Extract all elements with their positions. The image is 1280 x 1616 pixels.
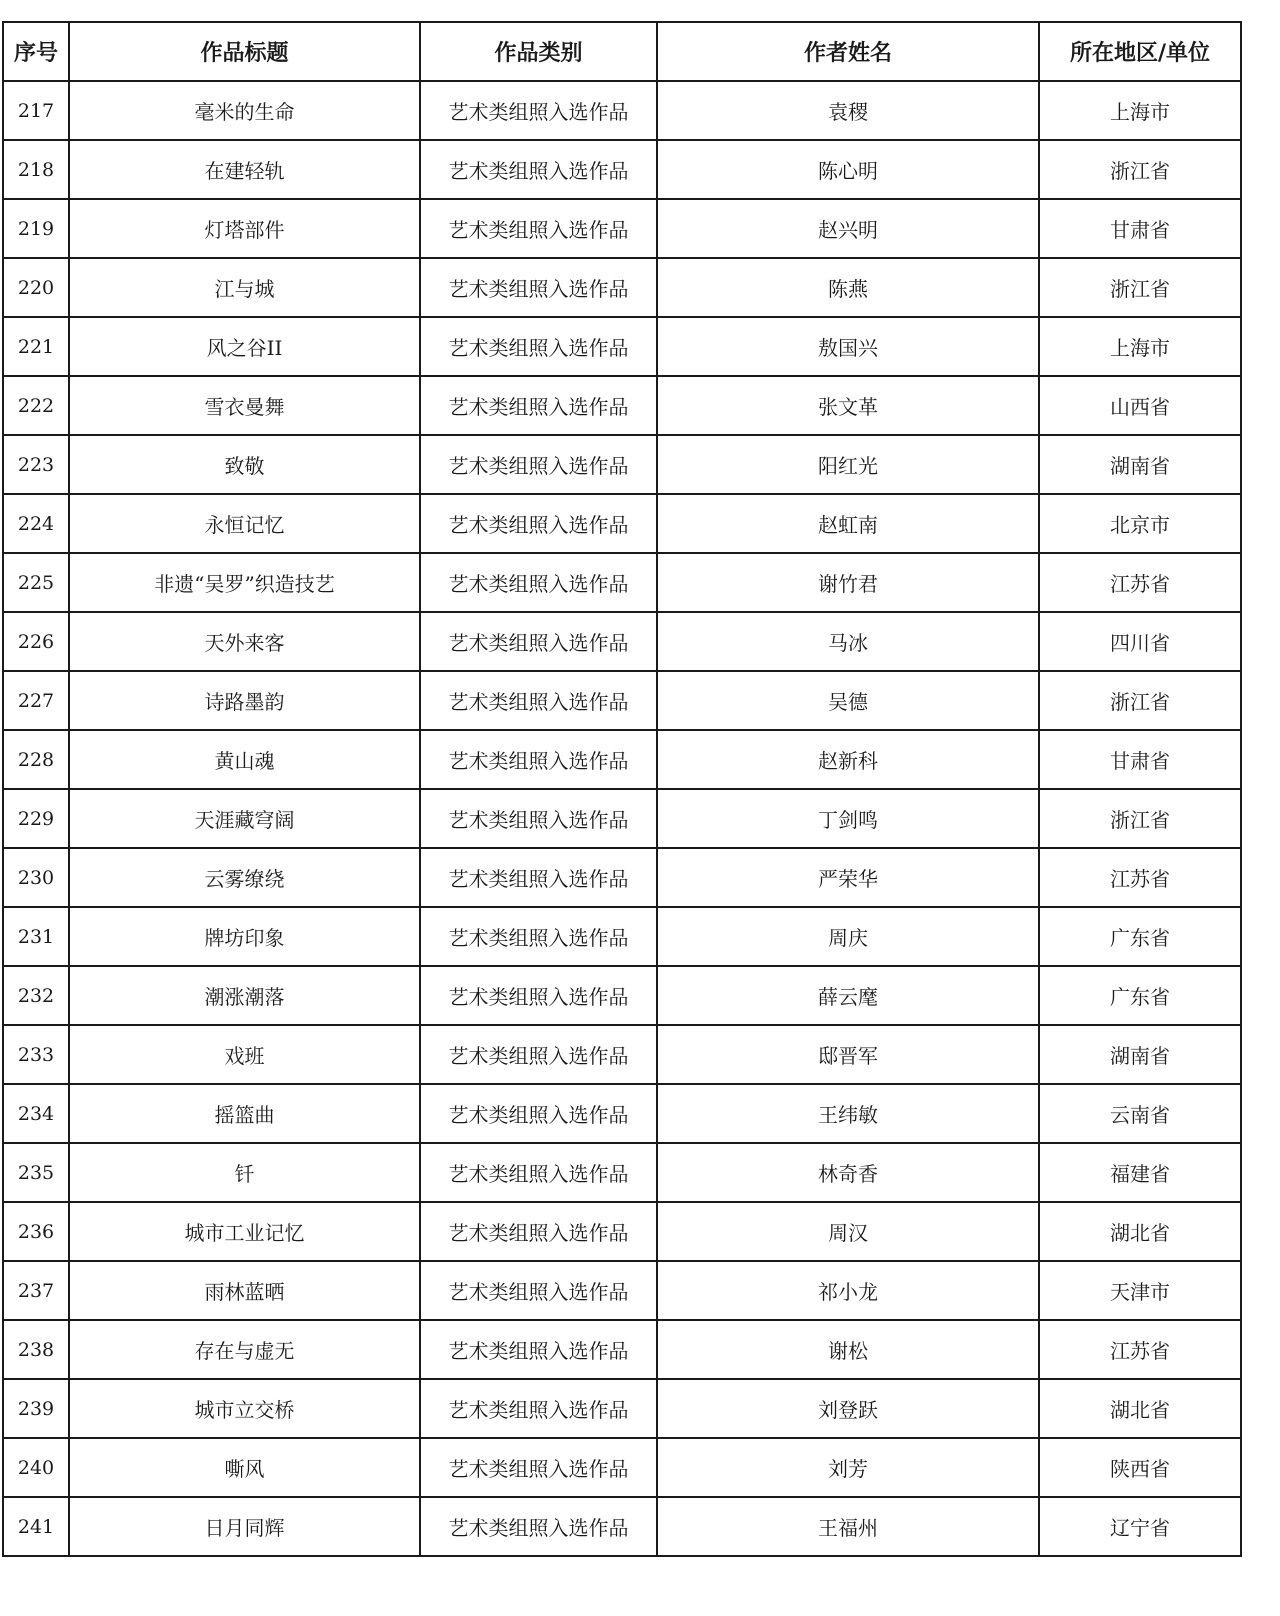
category-cell: 艺术类组照入选作品 <box>420 1143 657 1202</box>
region-cell: 浙江省 <box>1039 140 1241 199</box>
author-cell: 陈燕 <box>657 258 1039 317</box>
author-cell: 祁小龙 <box>657 1261 1039 1320</box>
serial-cell: 231 <box>3 907 69 966</box>
title-cell: 天涯藏穹阔 <box>69 789 420 848</box>
title-cell: 在建轻轨 <box>69 140 420 199</box>
region-cell: 甘肃省 <box>1039 730 1241 789</box>
category-cell: 艺术类组照入选作品 <box>420 258 657 317</box>
region-cell: 云南省 <box>1039 1084 1241 1143</box>
category-cell: 艺术类组照入选作品 <box>420 1438 657 1497</box>
author-cell: 邸晋军 <box>657 1025 1039 1084</box>
table-row <box>3 1025 1241 1084</box>
serial-cell: 227 <box>3 671 69 730</box>
serial-cell: 237 <box>3 1261 69 1320</box>
serial-cell: 241 <box>3 1497 69 1556</box>
region-cell: 山西省 <box>1039 376 1241 435</box>
table-row <box>3 1438 1241 1497</box>
region-cell: 陕西省 <box>1039 1438 1241 1497</box>
author-cell: 王福州 <box>657 1497 1039 1556</box>
category-cell: 艺术类组照入选作品 <box>420 730 657 789</box>
title-cell: 戏班 <box>69 1025 420 1084</box>
category-cell: 艺术类组照入选作品 <box>420 848 657 907</box>
author-cell: 谢竹君 <box>657 553 1039 612</box>
author-cell: 敖国兴 <box>657 317 1039 376</box>
author-cell: 刘登跃 <box>657 1379 1039 1438</box>
table-row <box>3 1379 1241 1438</box>
category-cell: 艺术类组照入选作品 <box>420 966 657 1025</box>
region-cell: 广东省 <box>1039 907 1241 966</box>
header-serial: 序号 <box>3 22 69 81</box>
serial-cell: 229 <box>3 789 69 848</box>
table-row <box>3 730 1241 789</box>
author-cell: 袁稷 <box>657 81 1039 140</box>
title-cell: 雪衣曼舞 <box>69 376 420 435</box>
header-title: 作品标题 <box>69 22 420 81</box>
title-cell: 非遗“吴罗”织造技艺 <box>69 553 420 612</box>
title-cell: 摇篮曲 <box>69 1084 420 1143</box>
table-row <box>3 1497 1241 1556</box>
region-cell: 广东省 <box>1039 966 1241 1025</box>
table-row <box>3 317 1241 376</box>
serial-cell: 225 <box>3 553 69 612</box>
table-row <box>3 671 1241 730</box>
serial-cell: 236 <box>3 1202 69 1261</box>
title-cell: 潮涨潮落 <box>69 966 420 1025</box>
title-cell: 天外来客 <box>69 612 420 671</box>
category-cell: 艺术类组照入选作品 <box>420 1497 657 1556</box>
category-cell: 艺术类组照入选作品 <box>420 1261 657 1320</box>
serial-cell: 220 <box>3 258 69 317</box>
region-cell: 湖北省 <box>1039 1379 1241 1438</box>
title-cell: 云雾缭绕 <box>69 848 420 907</box>
serial-cell: 228 <box>3 730 69 789</box>
table-row <box>3 612 1241 671</box>
table-row <box>3 789 1241 848</box>
title-cell: 城市立交桥 <box>69 1379 420 1438</box>
serial-cell: 219 <box>3 199 69 258</box>
region-cell: 浙江省 <box>1039 671 1241 730</box>
category-cell: 艺术类组照入选作品 <box>420 1025 657 1084</box>
region-cell: 福建省 <box>1039 1143 1241 1202</box>
title-cell: 嘶风 <box>69 1438 420 1497</box>
region-cell: 天津市 <box>1039 1261 1241 1320</box>
region-cell: 湖南省 <box>1039 1025 1241 1084</box>
category-cell: 艺术类组照入选作品 <box>420 1084 657 1143</box>
header-region: 所在地区/单位 <box>1039 22 1241 81</box>
header-category: 作品类别 <box>420 22 657 81</box>
category-cell: 艺术类组照入选作品 <box>420 553 657 612</box>
region-cell: 甘肃省 <box>1039 199 1241 258</box>
table-row <box>3 376 1241 435</box>
category-cell: 艺术类组照入选作品 <box>420 671 657 730</box>
author-cell: 周庆 <box>657 907 1039 966</box>
serial-cell: 224 <box>3 494 69 553</box>
author-cell: 王纬敏 <box>657 1084 1039 1143</box>
region-cell: 浙江省 <box>1039 789 1241 848</box>
region-cell: 湖北省 <box>1039 1202 1241 1261</box>
author-cell: 马冰 <box>657 612 1039 671</box>
category-cell: 艺术类组照入选作品 <box>420 1202 657 1261</box>
author-cell: 吴德 <box>657 671 1039 730</box>
title-cell: 钎 <box>69 1143 420 1202</box>
region-cell: 江苏省 <box>1039 1320 1241 1379</box>
region-cell: 上海市 <box>1039 317 1241 376</box>
category-cell: 艺术类组照入选作品 <box>420 317 657 376</box>
table-row <box>3 494 1241 553</box>
serial-cell: 217 <box>3 81 69 140</box>
title-cell: 诗路墨韵 <box>69 671 420 730</box>
title-cell: 存在与虚无 <box>69 1320 420 1379</box>
region-cell: 四川省 <box>1039 612 1241 671</box>
author-cell: 陈心明 <box>657 140 1039 199</box>
category-cell: 艺术类组照入选作品 <box>420 612 657 671</box>
category-cell: 艺术类组照入选作品 <box>420 376 657 435</box>
table-row <box>3 140 1241 199</box>
table-row <box>3 848 1241 907</box>
author-cell: 丁剑鸣 <box>657 789 1039 848</box>
author-cell: 赵兴明 <box>657 199 1039 258</box>
title-cell: 雨林蓝晒 <box>69 1261 420 1320</box>
serial-cell: 218 <box>3 140 69 199</box>
serial-cell: 240 <box>3 1438 69 1497</box>
table-row <box>3 199 1241 258</box>
table-row <box>3 907 1241 966</box>
title-cell: 致敬 <box>69 435 420 494</box>
title-cell: 江与城 <box>69 258 420 317</box>
category-cell: 艺术类组照入选作品 <box>420 1320 657 1379</box>
region-cell: 湖南省 <box>1039 435 1241 494</box>
table-row <box>3 258 1241 317</box>
region-cell: 上海市 <box>1039 81 1241 140</box>
table-body <box>3 81 1241 1556</box>
title-cell: 毫米的生命 <box>69 81 420 140</box>
author-cell: 张文革 <box>657 376 1039 435</box>
author-cell: 刘芳 <box>657 1438 1039 1497</box>
author-cell: 周汉 <box>657 1202 1039 1261</box>
title-cell: 城市工业记忆 <box>69 1202 420 1261</box>
title-cell: 风之谷II <box>69 317 420 376</box>
serial-cell: 234 <box>3 1084 69 1143</box>
serial-cell: 233 <box>3 1025 69 1084</box>
serial-cell: 230 <box>3 848 69 907</box>
title-cell: 灯塔部件 <box>69 199 420 258</box>
region-cell: 北京市 <box>1039 494 1241 553</box>
author-cell: 赵新科 <box>657 730 1039 789</box>
serial-cell: 238 <box>3 1320 69 1379</box>
title-cell: 日月同辉 <box>69 1497 420 1556</box>
serial-cell: 226 <box>3 612 69 671</box>
table-row <box>3 1320 1241 1379</box>
table-row <box>3 81 1241 140</box>
category-cell: 艺术类组照入选作品 <box>420 1379 657 1438</box>
region-cell: 辽宁省 <box>1039 1497 1241 1556</box>
category-cell: 艺术类组照入选作品 <box>420 494 657 553</box>
table-row <box>3 1261 1241 1320</box>
author-cell: 严荣华 <box>657 848 1039 907</box>
region-cell: 江苏省 <box>1039 553 1241 612</box>
author-cell: 薛云麾 <box>657 966 1039 1025</box>
region-cell: 浙江省 <box>1039 258 1241 317</box>
serial-cell: 232 <box>3 966 69 1025</box>
title-cell: 牌坊印象 <box>69 907 420 966</box>
table-row <box>3 435 1241 494</box>
serial-cell: 222 <box>3 376 69 435</box>
table-row <box>3 553 1241 612</box>
table-header-row <box>3 22 1241 81</box>
header-author: 作者姓名 <box>657 22 1039 81</box>
title-cell: 黄山魂 <box>69 730 420 789</box>
table-row <box>3 1084 1241 1143</box>
table-row <box>3 966 1241 1025</box>
serial-cell: 235 <box>3 1143 69 1202</box>
region-cell: 江苏省 <box>1039 848 1241 907</box>
category-cell: 艺术类组照入选作品 <box>420 907 657 966</box>
category-cell: 艺术类组照入选作品 <box>420 140 657 199</box>
category-cell: 艺术类组照入选作品 <box>420 789 657 848</box>
entries-table <box>2 21 1242 1557</box>
author-cell: 赵虹南 <box>657 494 1039 553</box>
table-row <box>3 1143 1241 1202</box>
author-cell: 谢松 <box>657 1320 1039 1379</box>
author-cell: 阳红光 <box>657 435 1039 494</box>
serial-cell: 239 <box>3 1379 69 1438</box>
category-cell: 艺术类组照入选作品 <box>420 435 657 494</box>
serial-cell: 221 <box>3 317 69 376</box>
serial-cell: 223 <box>3 435 69 494</box>
category-cell: 艺术类组照入选作品 <box>420 199 657 258</box>
category-cell: 艺术类组照入选作品 <box>420 81 657 140</box>
table-row <box>3 1202 1241 1261</box>
author-cell: 林奇香 <box>657 1143 1039 1202</box>
title-cell: 永恒记忆 <box>69 494 420 553</box>
